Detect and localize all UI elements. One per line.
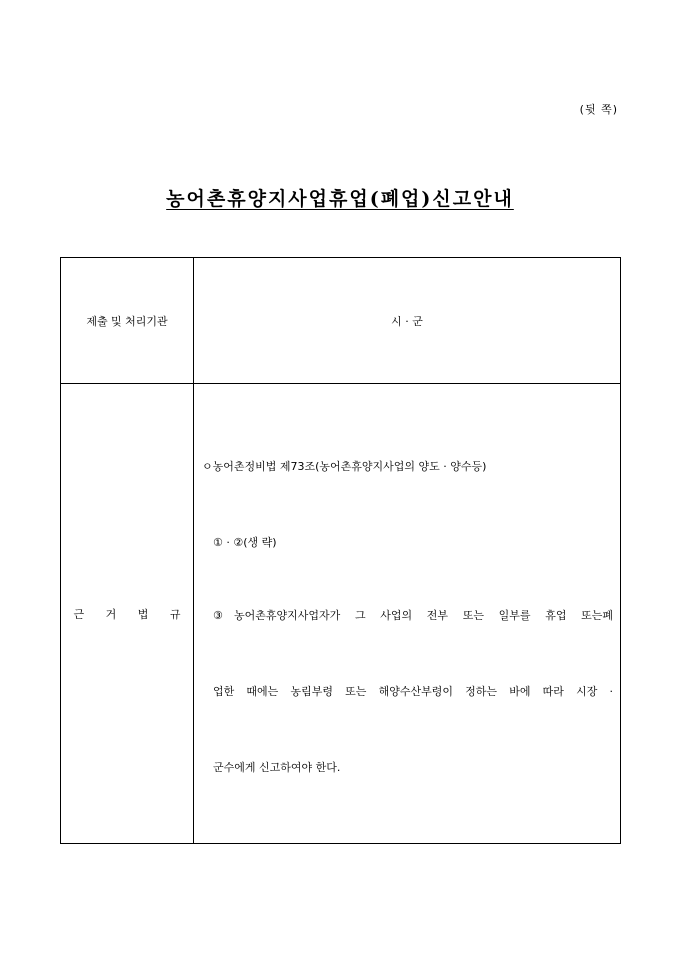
basis-line-law-article: ㅇ농어촌정비법 제73조(농어촌휴양지사업의 양도 · 양수등) xyxy=(202,460,487,473)
legal-basis-content xyxy=(194,384,621,844)
legal-basis-label: 근 거 법 규 xyxy=(61,384,194,844)
agency-value: 시 · 군 xyxy=(194,258,621,384)
document-title xyxy=(0,184,680,211)
agency-row xyxy=(61,258,621,384)
basis-line-clause-3-part-3: 군수에게 신고하여야 한다. xyxy=(213,761,341,774)
basis-line-clause-3-part-1: ③농어촌휴양지사업자가 그 사업의 전부 또는 일부를 휴업 또는폐 xyxy=(213,609,613,622)
document-title-text: 농어촌휴양지사업휴업(폐업)신고안내 xyxy=(166,188,514,210)
agency-label: 제출 및 처리기관 xyxy=(61,258,194,384)
legal-basis-row xyxy=(61,384,621,844)
page-side-note: (뒷 쪽) xyxy=(579,103,618,116)
guide-table xyxy=(60,257,621,844)
basis-line-clause-3-part-2: 업한 때에는 농림부령 또는 해양수산부령이 정하는 바에 따라 시장 · xyxy=(213,685,613,698)
basis-line-omitted: ① · ②(생 략) xyxy=(213,536,277,549)
